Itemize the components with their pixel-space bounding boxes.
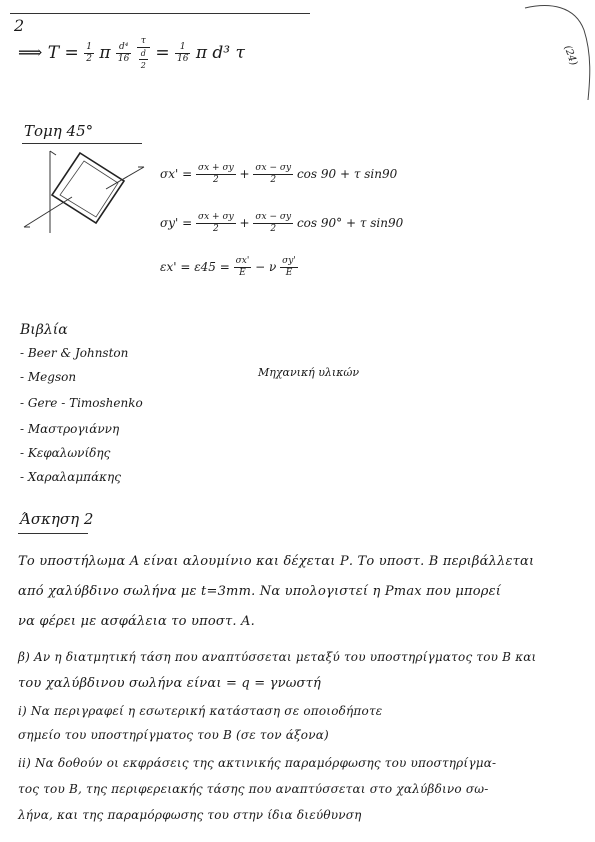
bibliography-item: - Κεφαλωνίδης bbox=[20, 446, 111, 460]
exercise-line: Το υποστήλωμα Α είναι αλουμίνιο και δέχεται Ρ. Το υποστ. Β περιβάλλεται bbox=[18, 554, 535, 569]
formula-rhs: π d³ τ bbox=[195, 43, 245, 63]
fraction-d4-16: $\frac{\text{d⁴}}{16}$ bbox=[117, 42, 130, 64]
exercise-line: i) Να περιγραφεί η εσωτερική κατάσταση σε οποιοδήποτε bbox=[18, 704, 383, 718]
bibliography-side-note: Μηχανική υλικών bbox=[258, 366, 360, 379]
corner-mark: (24) bbox=[561, 43, 579, 68]
exercise-line: να φέρει με ασφάλεια το υποστ. Α. bbox=[18, 614, 255, 629]
exercise-line: β) Αν η διατμητική τάση που αναπτύσσεται μεταξύ του υποστηρίγματος του Β και bbox=[18, 650, 537, 664]
formula-torque bbox=[18, 36, 245, 71]
page-number: 2 bbox=[14, 16, 25, 35]
bibliography-item: - Beer & Johnston bbox=[20, 346, 129, 360]
exercise-line: ii) Να δοθούν οι εκφράσεις της ακτινικής παραμόρφωσης του υποστηρίγμα- bbox=[18, 756, 497, 770]
top-rule bbox=[10, 13, 310, 14]
bibliography-item: - Χαραλαμπάκης bbox=[20, 470, 121, 484]
exercise-line: του χαλύβδινου σωλήνα είναι = q = γνωστή bbox=[18, 676, 321, 691]
fraction-half: $\frac{1}{2}$ bbox=[86, 42, 92, 64]
equation-epsilon-x: εx' = ε45 = $\frac{\sigma x'}{E}$ − ν $\frac{\sigma y'}{E}$ bbox=[160, 256, 296, 278]
fraction-tau-d-half: $\frac{\tau}{\frac{d}{2}}$ bbox=[137, 36, 150, 71]
section-heading: Τομη 45° bbox=[24, 122, 94, 140]
exercise-heading: Άσκηση 2 bbox=[20, 510, 94, 528]
fraction-1-16: $\frac{1}{16}$ bbox=[176, 42, 189, 64]
formula-lhs: T = bbox=[47, 43, 79, 63]
rotated-element-sketch bbox=[20, 145, 150, 235]
implies-arrow: ⟹ bbox=[18, 43, 43, 63]
bibliography-item: - Gere - Timoshenko bbox=[20, 396, 143, 410]
bibliography-item: - Μαστρογιάννη bbox=[20, 422, 120, 436]
equals-sign: = bbox=[155, 43, 170, 63]
bibliography-item: - Megson bbox=[20, 370, 77, 384]
exercise-heading-underline bbox=[18, 533, 88, 534]
exercise-line: λήνα, και της παραμόρφωσης του στην ίδια διεύθυνση bbox=[18, 808, 362, 822]
bibliography-title: Βιβλία bbox=[20, 322, 68, 338]
equation-sigma-x: σx' = $\frac{\sigma x + \sigma y}{2}$ + $\frac{\sigma x - \sigma y}{2}$ cos 90 + τ sin90 bbox=[160, 163, 398, 185]
exercise-line: τος του Β, της περιφερειακής τάσης που αναπτύσσεται στο χαλύβδινο σω- bbox=[18, 782, 489, 796]
corner-curve-mark bbox=[520, 0, 595, 110]
exercise-line: σημείο του υποστηρίγματος του Β (σε τον άξονα) bbox=[18, 728, 329, 742]
exercise-line: από χαλύβδινο σωλήνα με t=3mm. Να υπολογιστεί η Pmax που μπορεί bbox=[18, 584, 502, 599]
section-heading-underline bbox=[22, 143, 142, 144]
pi-symbol: π bbox=[99, 43, 111, 63]
equation-sigma-y: σy' = $\frac{\sigma x + \sigma y}{2}$ + $\frac{\sigma x - \sigma y}{2}$ cos 90° + τ sin90 bbox=[160, 212, 404, 234]
